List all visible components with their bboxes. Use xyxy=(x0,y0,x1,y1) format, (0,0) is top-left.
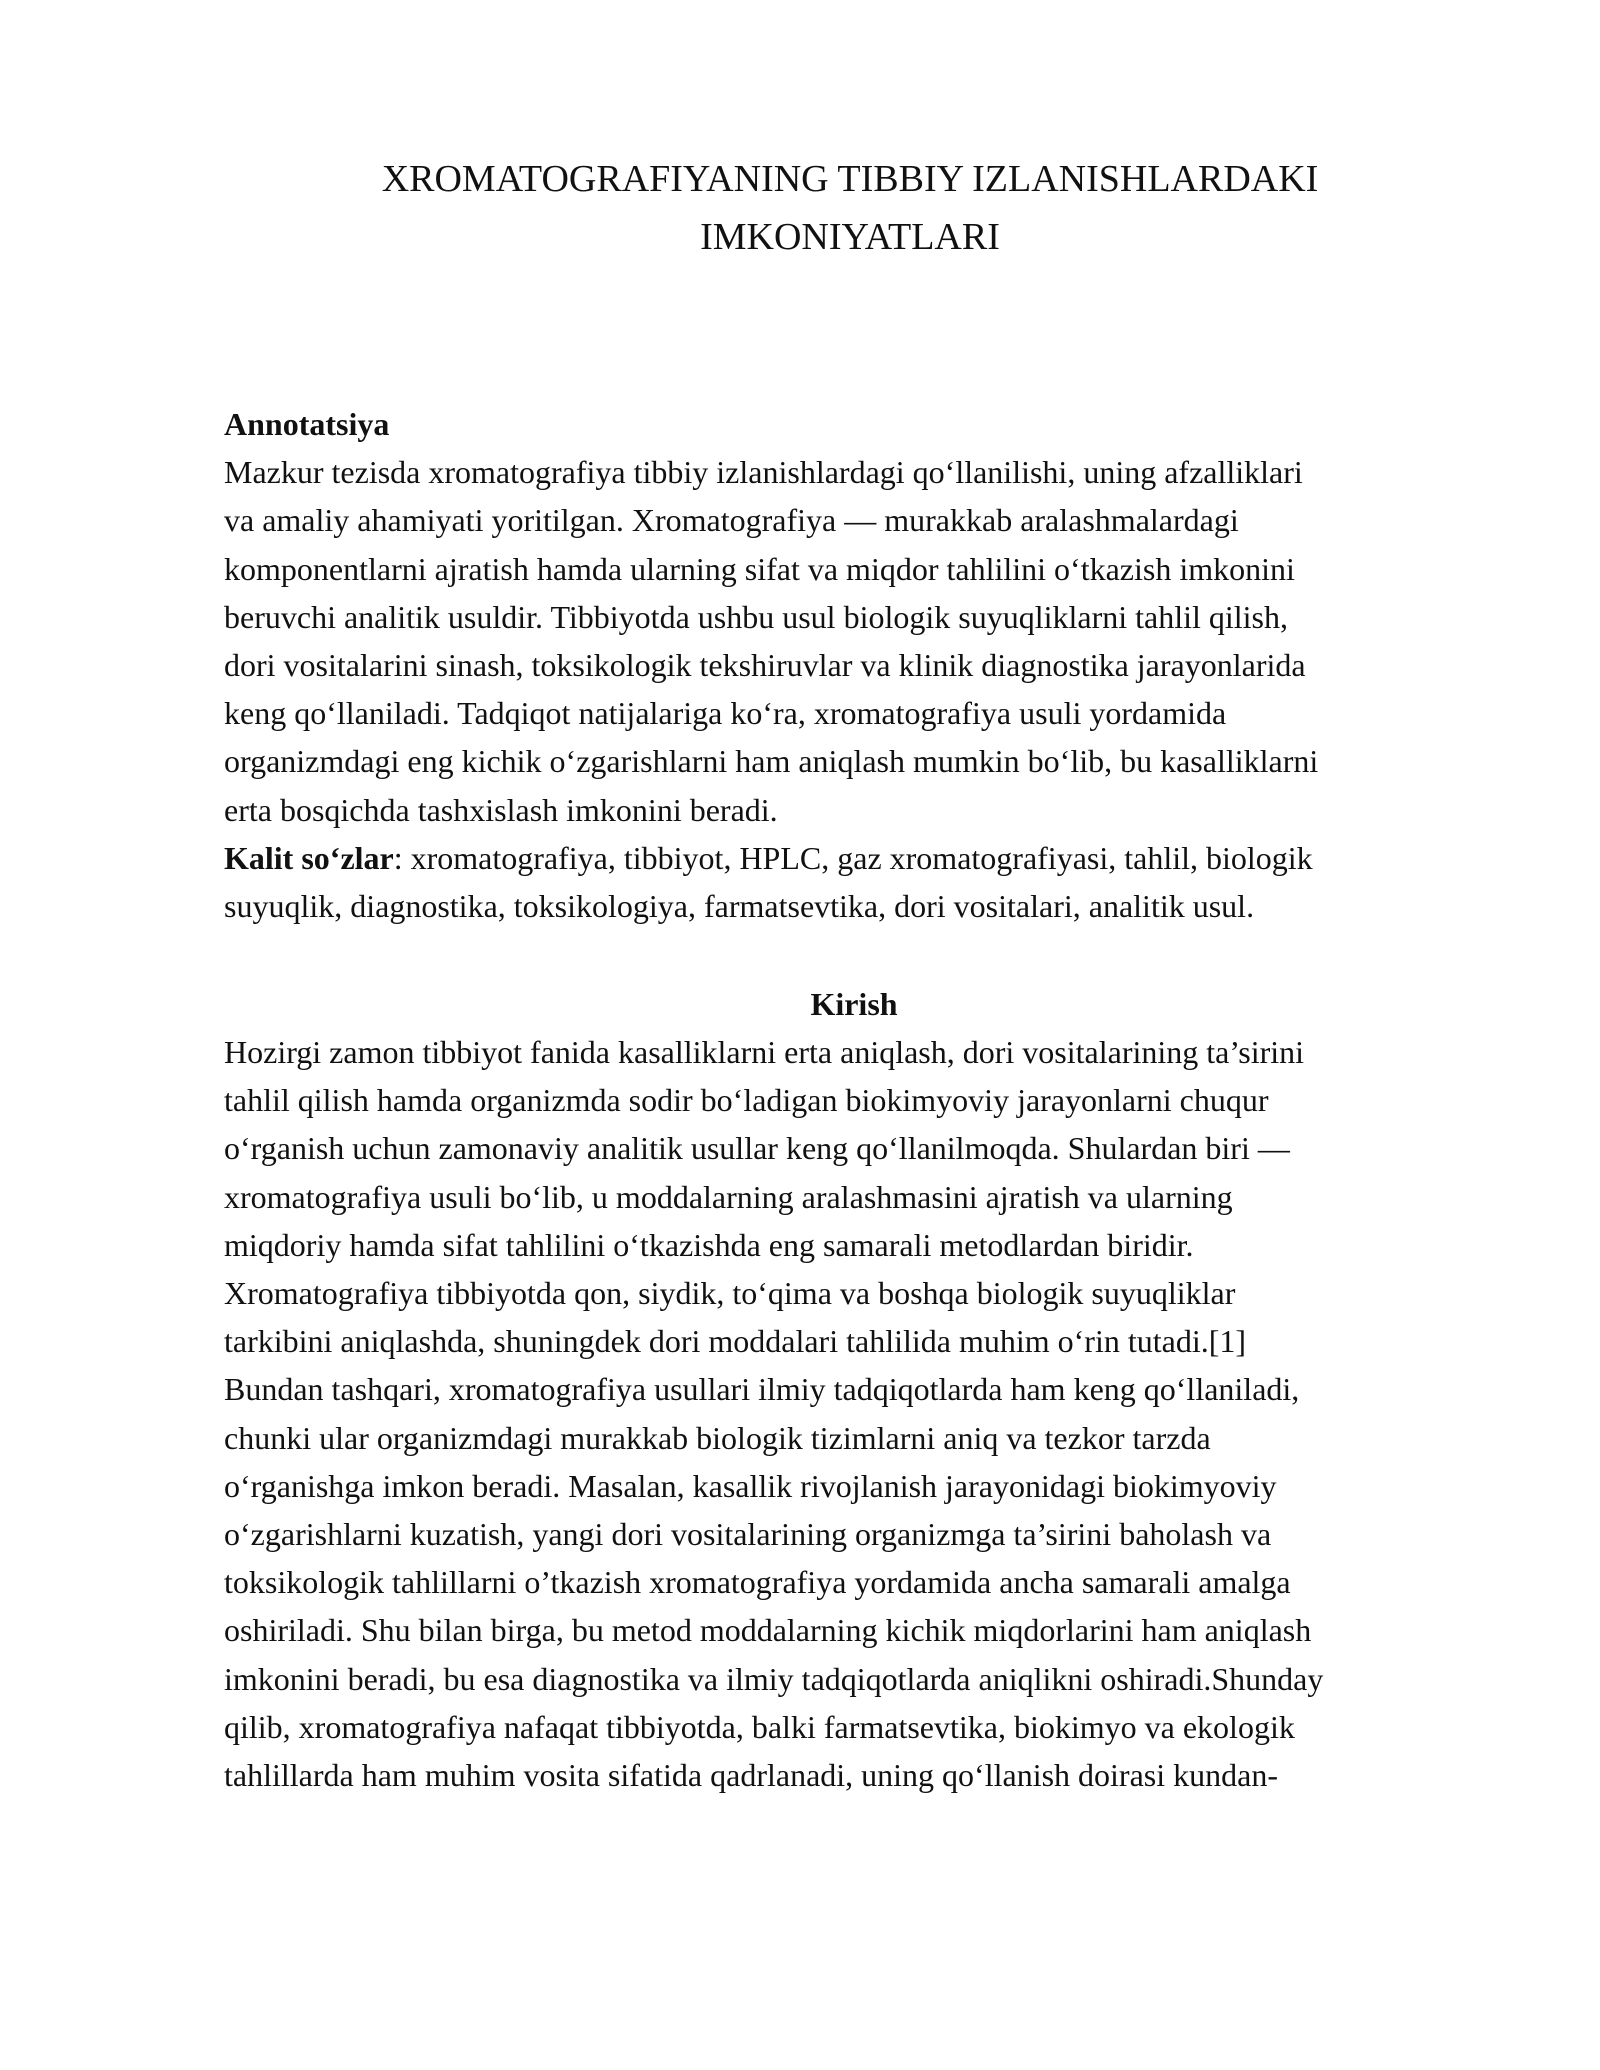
abstract-line: beruvchi analitik usuldir. Tibbiyotda ushbu usul biologik suyuqliklarni tahlil qilish, xyxy=(224,598,1288,635)
abstract-heading: Annotatsiya xyxy=(224,406,390,442)
intro-line: o‘rganish uchun zamonaviy analitik usullar keng qo‘llanilmoqda. Shulardan biri — xyxy=(224,1130,1290,1167)
intro-line: chunki ular organizmdagi murakkab biologik tizimlarni aniq va tezkor tarzda xyxy=(224,1419,1211,1456)
intro-line: imkonini beradi, bu esa diagnostika va ilmiy tadqiqotlarda aniqlikni oshiradi.Shunday xyxy=(224,1660,1324,1697)
intro-line: qilib, xromatografiya nafaqat tibbiyotda, balki farmatsevtika, biokimyo va ekologik xyxy=(224,1708,1295,1745)
abstract-line: keng qo‘llaniladi. Tadqiqot natijalariga ko‘ra, xromatografiya usuli yordamida xyxy=(224,695,1227,732)
intro-line: o‘zgarishlarni kuzatish, yangi dori vositalarining organizmga ta’sirini baholash va xyxy=(224,1516,1272,1553)
intro-section xyxy=(224,1028,1484,1799)
intro-line: miqdoriy hamda sifat tahlilini o‘tkazishda eng samarali metodlardan biridir. xyxy=(224,1226,1194,1263)
keywords-line-1 xyxy=(224,834,1484,882)
abstract-line: Mazkur tezisda xromatografiya tibbiy izlanishlardagi qo‘llanilishi, uning afzalliklari xyxy=(224,454,1303,491)
keywords-separator: : xyxy=(393,839,403,876)
intro-line: tahlil qilish hamda organizmda sodir bo‘ladigan biokimyoviy jarayonlarni chuqur xyxy=(224,1082,1269,1119)
intro-line: Xromatografiya tibbiyotda qon, siydik, to‘qima va boshqa biologik suyuqliklar xyxy=(224,1275,1236,1312)
abstract-line: dori vositalarini sinash, toksikologik tekshiruvlar va klinik diagnostika jarayonlarida xyxy=(224,647,1306,684)
intro-line: o‘rganishga imkon beradi. Masalan, kasallik rivojlanish jarayonidagi biokimyoviy xyxy=(224,1467,1277,1504)
intro-line: tarkibini aniqlashda, shuningdek dori moddalari tahlilida muhim o‘rin tutadi.[1] xyxy=(224,1323,1247,1360)
intro-line: tahlillarda ham muhim vosita sifatida qadrlanadi, uning qo‘llanish doirasi kundan- xyxy=(224,1757,1278,1794)
abstract-line: va amaliy ahamiyati yoritilgan. Xromatografiya — murakkab aralashmalardagi xyxy=(224,502,1239,539)
abstract-section xyxy=(224,400,1484,930)
intro-line: xromatografiya usuli bo‘lib, u moddalarning aralashmasini ajratish va ularning xyxy=(224,1178,1233,1215)
intro-line: toksikologik tahlillarni o’tkazish xromatografiya yordamida ancha samarali amalga xyxy=(224,1564,1291,1601)
keywords-line-2: suyuqlik, diagnostika, toksikologiya, farmatsevtika, dori vositalari, analitik usul. xyxy=(224,888,1255,925)
intro-line: Bundan tashqari, xromatografiya usullari ilmiy tadqiqotlarda ham keng qo‘llaniladi, xyxy=(224,1371,1300,1408)
abstract-line: organizmdagi eng kichik o‘zgarishlarni ham aniqlash mumkin bo‘lib, bu kasalliklarni xyxy=(224,743,1319,780)
title-line-2: IMKONIYATLARI xyxy=(700,216,1000,258)
abstract-line: erta bosqichda tashxislash imkonini beradi. xyxy=(224,791,778,828)
intro-line: Hozirgi zamon tibbiyot fanida kasalliklarni erta aniqlash, dori vositalarining ta’sirini xyxy=(224,1034,1305,1070)
intro-line: oshiriladi. Shu bilan birga, bu metod moddalarning kichik miqdorlarini ham aniqlash xyxy=(224,1612,1312,1649)
title-line-1: XROMATOGRAFIYANING TIBBIY IZLANISHLARDAKI xyxy=(381,158,1319,200)
keywords-text: xromatografiya, tibbiyot, HPLC, gaz xromatografiyasi, tahlil, biologik xyxy=(402,839,1313,876)
document-title xyxy=(200,150,1500,266)
abstract-line: komponentlarni ajratish hamda ularning sifat va miqdor tahlilini o‘tkazish imkonini xyxy=(224,550,1295,587)
intro-heading: Kirish xyxy=(810,986,898,1022)
keywords-label: Kalit so‘zlar xyxy=(224,839,394,876)
